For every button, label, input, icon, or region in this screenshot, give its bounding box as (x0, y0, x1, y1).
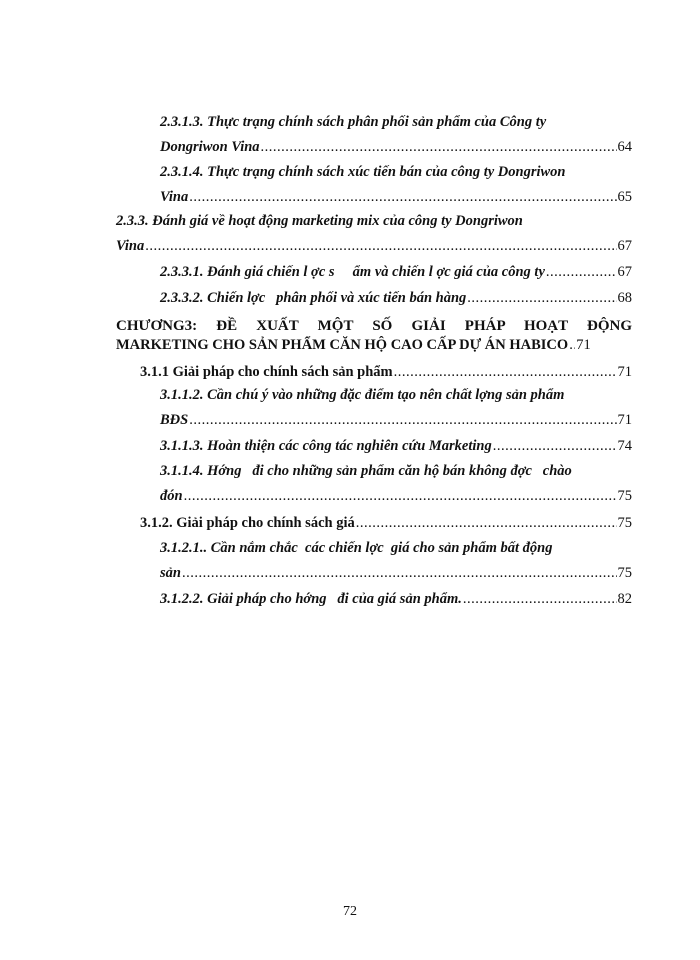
dot-leader (184, 487, 617, 505)
toc-entry-text: Vina (160, 189, 189, 205)
toc-page-number: 71 (617, 364, 632, 380)
toc-entry-2-3-1-3-title: 2.3.1.3. Thực trạng chính sách phân phối sản phẩm của Công ty (160, 114, 547, 130)
toc-entry-text: 3.1.1.3. Hoàn thiện các công tác nghiên cứu Marketing (160, 438, 492, 454)
toc-page-number: 75 (617, 515, 632, 531)
toc-entry-2-3-1-4-title: 2.3.1.4. Thực trạng chính sách xúc tiến bán của công ty Dongriwon (160, 164, 566, 180)
toc-entry-3-1-1-2-title: 3.1.1.2. Cần chú ý vào những đặc điểm tạo nên chất lợng sản phẩm (160, 387, 565, 403)
dot-leader (394, 363, 617, 381)
toc-entry-text: Dongriwon Vina (160, 139, 260, 155)
toc-page-number: 67 (617, 238, 632, 254)
toc-entry-text: 3.1.2. Giải pháp cho chính sách giá (140, 515, 355, 531)
dot-leader (182, 564, 617, 582)
dot-leader (356, 514, 617, 532)
toc-entry-text: 3.1.1 Giải pháp cho chính sách sản phẩm (140, 364, 393, 380)
toc-page-number: 75 (617, 565, 632, 581)
toc-page-number: 65 (617, 189, 632, 205)
dot-leader (189, 188, 616, 206)
toc-entry-3-1-1-4-title: 3.1.1.4. Hớng đi cho những sản phẩm căn hộ bán không đợc chào (160, 463, 572, 479)
toc-entry-3-1-2[interactable] (140, 514, 632, 532)
toc-page-number: 64 (617, 139, 632, 155)
dot-leader (463, 590, 617, 608)
dot-leader (493, 437, 617, 455)
toc-entry-text: đón (160, 488, 183, 504)
toc-page-number: 71 (576, 337, 591, 353)
toc-entry-3-1-2-2[interactable] (160, 590, 632, 608)
toc-page-number: 71 (617, 412, 632, 428)
toc-entry-2-3-1-3[interactable] (160, 138, 632, 156)
toc-entry-2-3-3-1[interactable] (160, 263, 632, 281)
toc-entry-text: sản (160, 565, 181, 581)
toc-entry-text: 3.1.2.2. Giải pháp cho hớng đi của giá sản phẩm. (160, 591, 462, 607)
chapter-3-heading-line2: MARKETING CHO SẢN PHẨM CĂN HỘ CAO CẤP DỰ ÁN HABICO (116, 337, 569, 353)
toc-entry-3-1-2-1-title: 3.1.2.1.. Cần nắm chắc các chiến lợc giá cho sản phẩm bất động (160, 540, 553, 556)
toc-entry-3-1-1-3[interactable] (160, 437, 632, 455)
toc-entry-3-1-1-4[interactable] (160, 487, 632, 505)
toc-page-number: 74 (617, 438, 632, 454)
toc-page-number: 82 (617, 591, 632, 607)
dot-leader (145, 237, 616, 255)
page-number: 72 (343, 904, 357, 919)
toc-page-number: 75 (617, 488, 632, 504)
toc-entry-2-3-3[interactable] (116, 237, 632, 255)
toc-entry-2-3-1-4[interactable] (160, 188, 632, 206)
toc-entry-2-3-3-title: 2.3.3. Đánh giá về hoạt động marketing mix của công ty Dongriwon (116, 213, 523, 229)
dot-leader (189, 411, 616, 429)
toc-entry-text: Vina (116, 238, 145, 254)
toc-chapter-3[interactable] (116, 336, 632, 354)
chapter-3-heading-line1: CHƯƠNG3: ĐỀ XUẤT MỘT SỐ GIẢI PHÁP HOẠT ĐỘNG (116, 318, 632, 334)
toc-entry-text: 2.3.3.2. Chiến lợc phân phối và xúc tiến bán hàng (160, 290, 467, 306)
toc-page-number: 68 (617, 290, 632, 306)
dot-leader (569, 336, 575, 354)
dot-leader (261, 138, 617, 156)
dot-leader (546, 263, 617, 281)
toc-page-number: 67 (617, 264, 632, 280)
toc-entry-3-1-1[interactable] (140, 363, 632, 381)
toc-entry-text: 2.3.3.1. Đánh giá chiến l ợc s ẩm và chiến l ợc giá của công ty (160, 264, 545, 280)
toc-entry-text: BĐS (160, 412, 189, 428)
toc-entry-2-3-3-2[interactable] (160, 289, 632, 307)
toc-entry-3-1-2-1[interactable] (160, 564, 632, 582)
dot-leader (467, 289, 616, 307)
toc-entry-3-1-1-2[interactable] (160, 411, 632, 429)
